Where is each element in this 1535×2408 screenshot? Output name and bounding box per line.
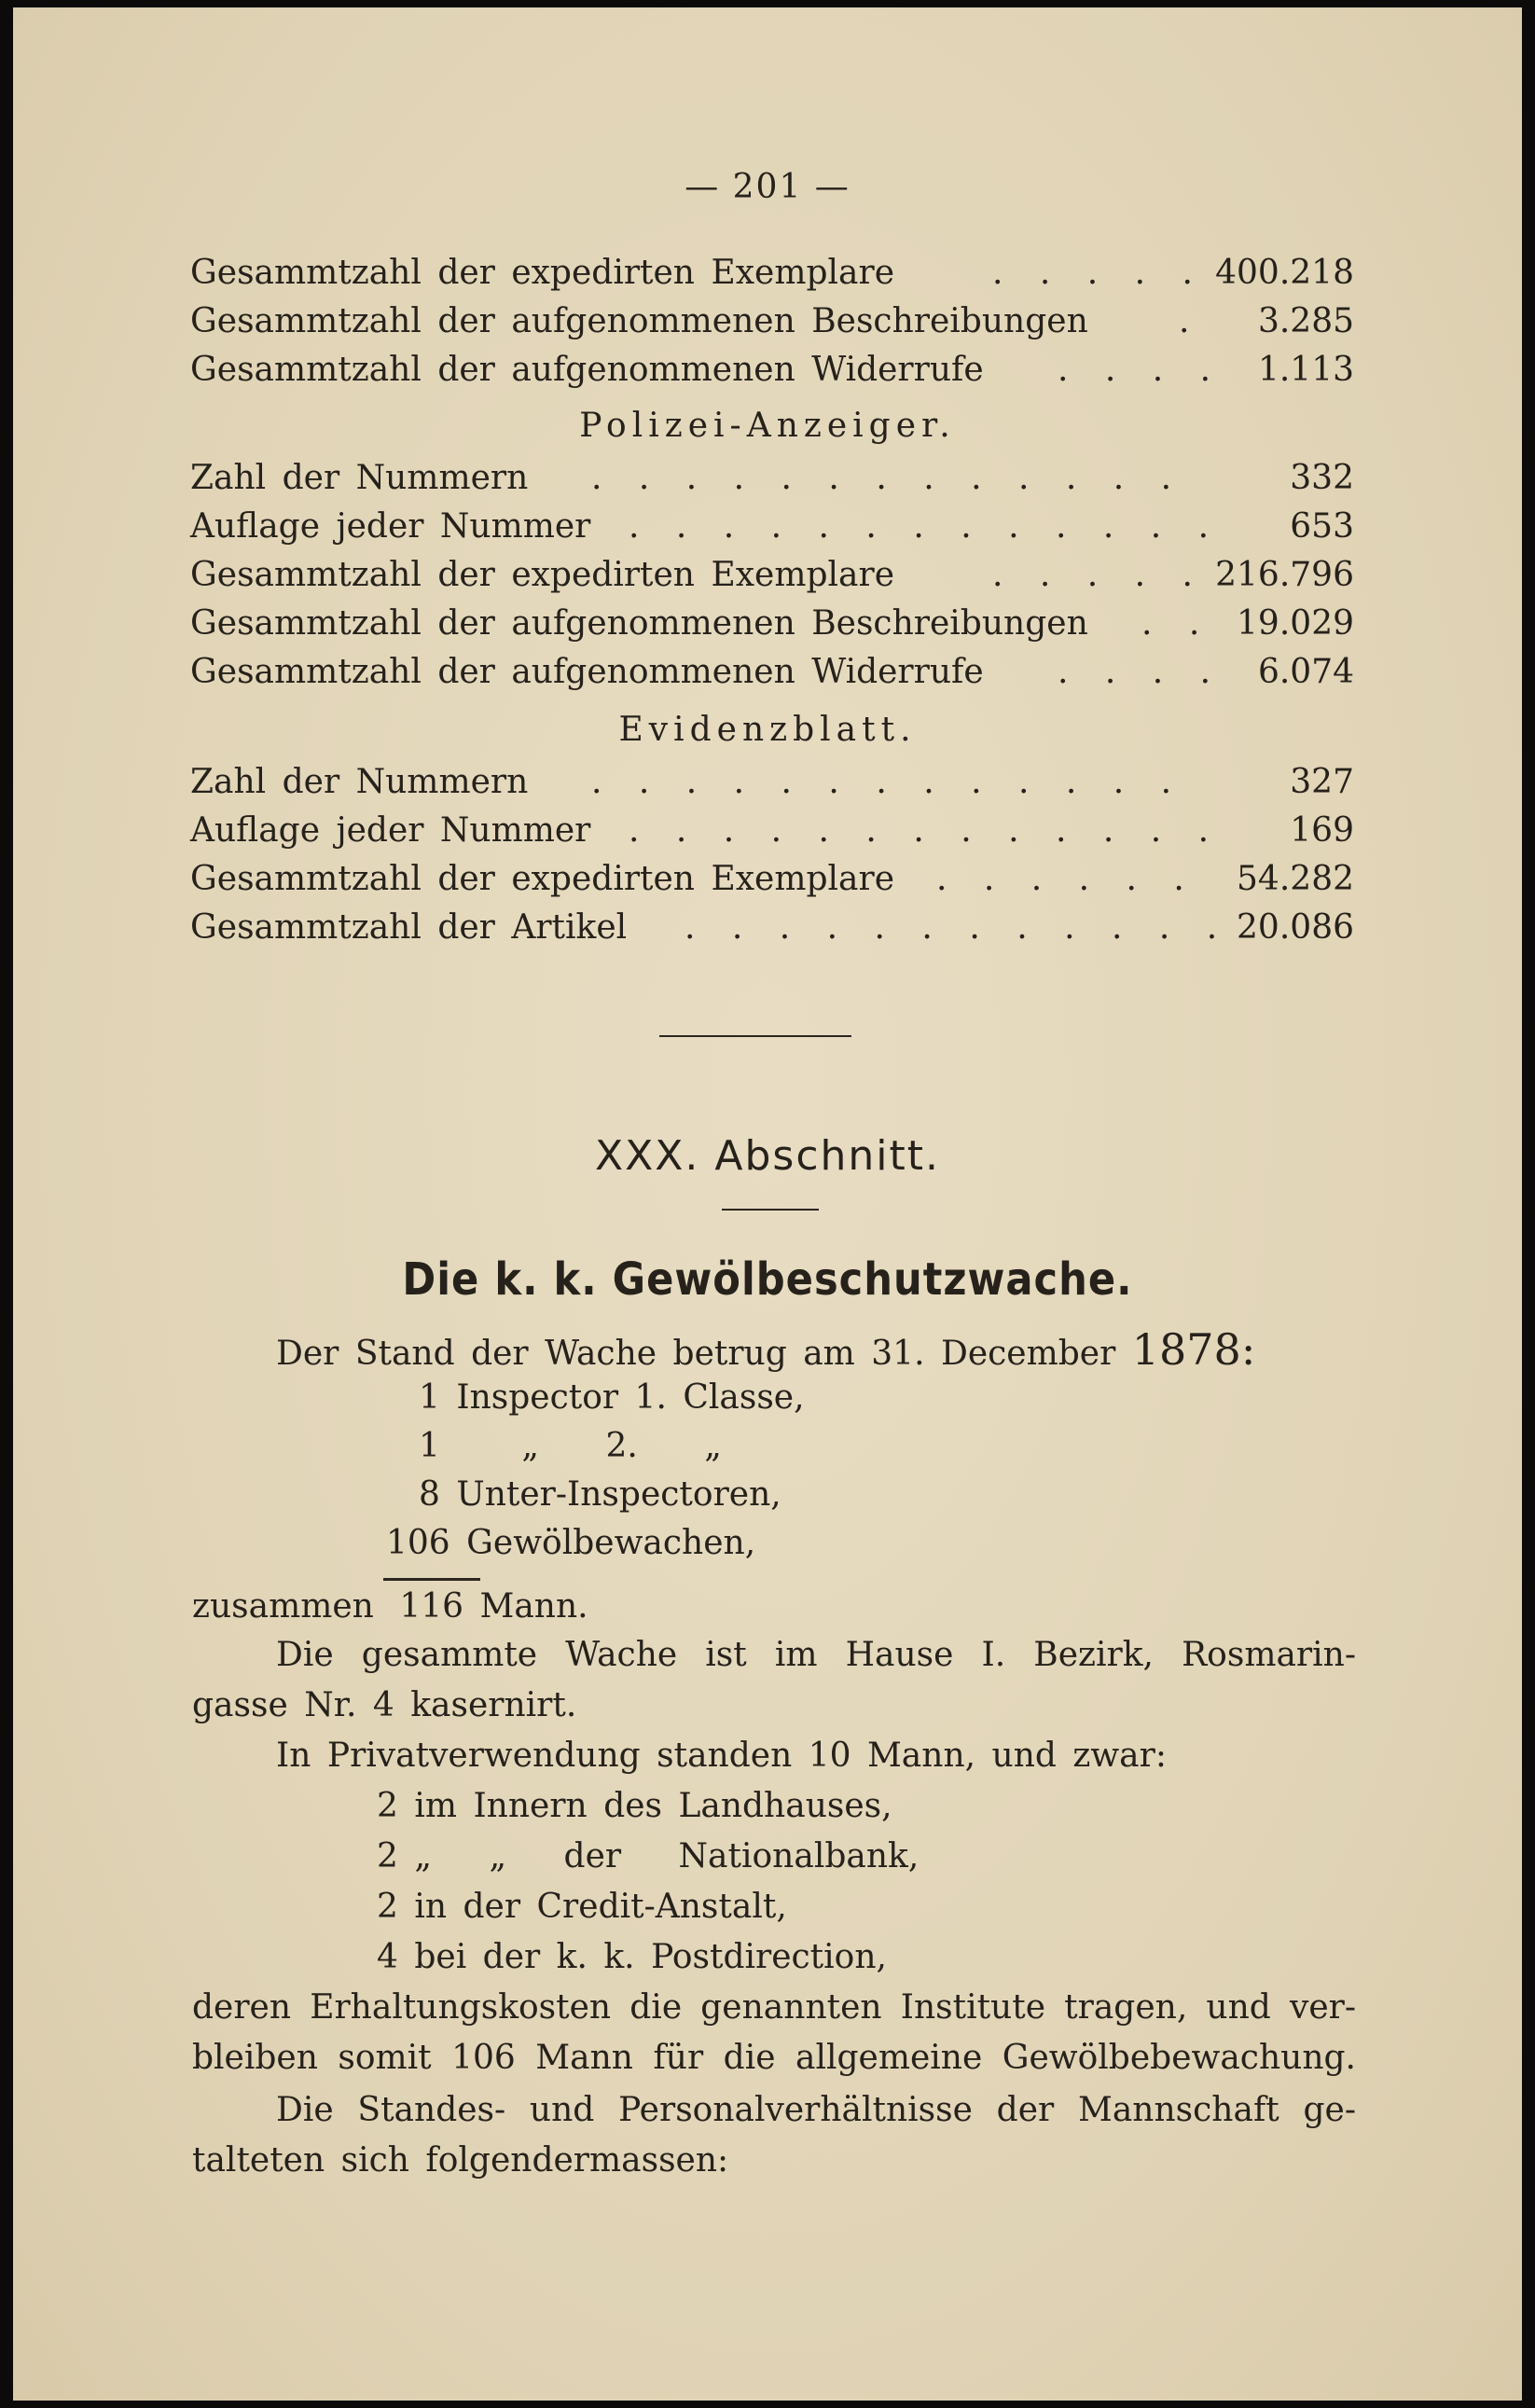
leader-dots: . . . . . . . . . . . . . xyxy=(591,459,1185,497)
private-text: in der Credit-Anstalt, xyxy=(414,1888,787,1926)
paragraph-line: In Privatverwendung standen 10 Mann, und zwar: xyxy=(276,1737,1167,1775)
roster-text: „ 2. „ xyxy=(521,1427,722,1465)
stat-row xyxy=(190,345,1354,395)
polizei-row xyxy=(190,453,1354,504)
private-item xyxy=(377,1888,787,1926)
polizei-row xyxy=(190,647,1354,698)
page-number: — 201 — xyxy=(685,168,850,206)
private-item xyxy=(377,1787,892,1825)
roster-count: 8 xyxy=(419,1475,440,1514)
paragraph-line: Die gesammte Wache ist im Hause I. Bezirk, Rosmarin- xyxy=(276,1636,1356,1674)
section-title: XXX. Abschnitt. xyxy=(594,1132,941,1180)
paragraph-line: Die Standes- und Personalverhältnisse der Mannschaft ge- xyxy=(276,2091,1356,2129)
paragraph-line: bleiben somit 106 Mann für die allgemeine Gewölbebewachung. xyxy=(192,2039,1356,2077)
leader-dots: . . . . . . . . . . . . xyxy=(685,908,1231,947)
stat-label: Gesammtzahl der expedirten Exemplare xyxy=(190,254,894,292)
stand-year: 1878: xyxy=(1131,1324,1256,1375)
stat-label: Gesammtzahl der expedirten Exemplare xyxy=(190,860,894,898)
leader-dots: . . . . xyxy=(1058,351,1224,389)
leader-dots: . . . . . xyxy=(992,254,1206,292)
roster-text: Unter-Inspectoren, xyxy=(456,1475,781,1514)
private-count: 2 xyxy=(377,1837,398,1875)
roster-count: 106 xyxy=(386,1524,450,1562)
paragraph-line: talteten sich folgendermassen: xyxy=(192,2141,729,2180)
stat-label: Gesammtzahl der aufgenommenen Beschreibungen xyxy=(190,302,1088,340)
evidenz-heading: Evidenzblatt. xyxy=(618,711,917,749)
leader-dots: . . xyxy=(1141,604,1213,643)
roster-text: Gewölbewachen, xyxy=(466,1524,756,1562)
stat-value: 3.285 xyxy=(1257,302,1354,340)
stat-value: 653 xyxy=(1290,507,1354,546)
stat-value: 216.796 xyxy=(1215,556,1354,594)
stat-row xyxy=(190,297,1354,347)
stat-value: 20.086 xyxy=(1237,908,1354,947)
paragraph-line: deren Erhaltungskosten die genannten Institute tragen, und ver- xyxy=(192,1988,1356,2027)
polizei-row xyxy=(190,502,1354,552)
stat-value: 6.074 xyxy=(1257,653,1354,691)
stat-value: 169 xyxy=(1290,811,1354,850)
roster-item xyxy=(419,1475,781,1514)
total-word: zusammen xyxy=(192,1587,374,1626)
total-line xyxy=(192,1587,588,1626)
private-count: 2 xyxy=(377,1787,398,1825)
polizei-row xyxy=(190,550,1354,601)
polizei-heading: Polizei-Anzeiger. xyxy=(579,407,956,445)
stand-line xyxy=(276,1324,1255,1375)
polizei-row xyxy=(190,599,1354,649)
stat-label: Gesammtzahl der aufgenommenen Widerrufe xyxy=(190,351,984,389)
stat-label: Gesammtzahl der Artikel xyxy=(190,908,628,947)
roster-item xyxy=(419,1427,722,1465)
stand-intro: Der Stand der Wache betrug am 31. December xyxy=(276,1335,1116,1373)
total-value: 116 Mann. xyxy=(399,1587,588,1626)
leader-dots: . . . . xyxy=(1058,653,1224,691)
private-text: im Innern des Landhauses, xyxy=(414,1787,892,1825)
leader-dots: . . . . . . xyxy=(936,860,1197,898)
private-item xyxy=(377,1938,887,1976)
stat-label: Zahl der Nummern xyxy=(190,459,529,497)
private-item xyxy=(377,1837,919,1875)
section-divider xyxy=(659,1035,851,1037)
evidenz-row xyxy=(190,903,1354,953)
evidenz-row xyxy=(190,806,1354,856)
leader-dots: . . . . . xyxy=(992,556,1206,594)
stat-label: Zahl der Nummern xyxy=(190,763,529,801)
title-underline xyxy=(722,1209,819,1211)
private-count: 2 xyxy=(377,1888,398,1926)
private-text: bei der k. k. Postdirection, xyxy=(414,1938,887,1976)
roster-item xyxy=(419,1378,805,1417)
evidenz-row xyxy=(190,757,1354,808)
leader-dots: . . . . . . . . . . . . . xyxy=(591,763,1185,801)
stat-value: 332 xyxy=(1290,459,1354,497)
stat-value: 54.282 xyxy=(1237,860,1354,898)
private-count: 4 xyxy=(377,1938,398,1976)
leader-dots: . xyxy=(1179,302,1203,340)
private-text: „ „ der Nationalbank, xyxy=(414,1837,920,1875)
stat-label: Auflage jeder Nummer xyxy=(190,811,591,850)
leader-dots: . . . . . . . . . . . . . xyxy=(629,811,1223,850)
stat-row xyxy=(190,248,1354,298)
stat-label: Gesammtzahl der aufgenommenen Beschreibungen xyxy=(190,604,1088,643)
chapter-title: Die k. k. Gewölbeschutzwache. xyxy=(402,1253,1133,1306)
stat-value: 327 xyxy=(1290,763,1354,801)
sum-rule xyxy=(383,1578,480,1581)
leader-dots: . . . . . . . . . . . . . xyxy=(629,507,1223,546)
stat-value: 19.029 xyxy=(1237,604,1354,643)
evidenz-row xyxy=(190,854,1354,905)
book-page xyxy=(13,7,1522,2401)
roster-item xyxy=(386,1524,755,1562)
stat-value: 1.113 xyxy=(1257,351,1354,389)
stat-label: Gesammtzahl der expedirten Exemplare xyxy=(190,556,894,594)
roster-text: Inspector 1. Classe, xyxy=(456,1378,805,1417)
roster-count: 1 xyxy=(419,1378,440,1417)
stat-label: Auflage jeder Nummer xyxy=(190,507,591,546)
stat-label: Gesammtzahl der aufgenommenen Widerrufe xyxy=(190,653,984,691)
paragraph-line: gasse Nr. 4 kasernirt. xyxy=(192,1686,577,1724)
roster-count: 1 xyxy=(419,1427,440,1465)
stat-value: 400.218 xyxy=(1215,254,1354,292)
